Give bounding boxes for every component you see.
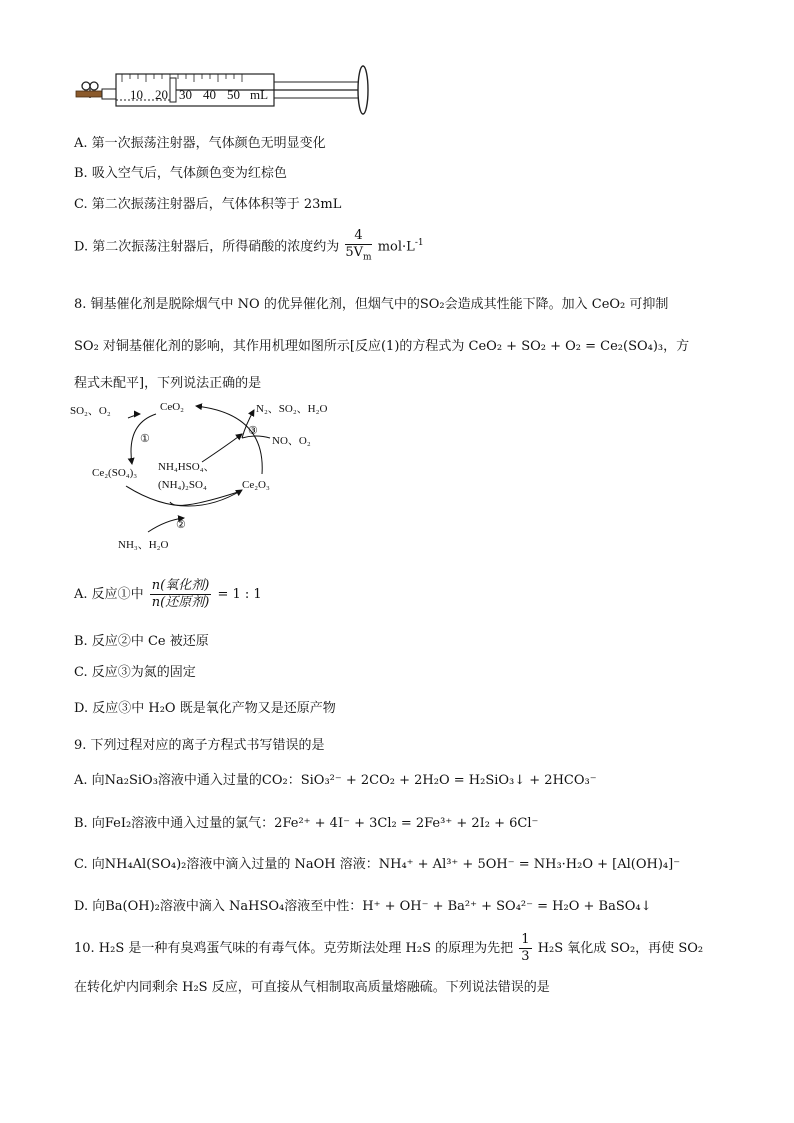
q10-frac-num: 1 [521,932,530,947]
syringe-figure [70,62,380,122]
mech-ce2so43: Ce₂(SO₄)₃ [92,467,138,479]
q7-d-text: D. 第二次振荡注射器后，所得硝酸的浓度约为 [74,239,340,255]
mech-nh4hso4: NH₄HSO₄、 [158,461,215,473]
q10-frac-den: 3 [521,949,530,964]
syringe-tick-10: 10 [130,87,143,102]
syringe-tick-30: 30 [179,87,192,102]
q7-option-d [74,228,424,266]
q7-option-a: A. 第一次振荡注射器，气体颜色无明显变化 [74,136,326,151]
q9-stem: 9. 下列过程对应的离子方程式书写错误的是 [74,738,325,753]
mech-nh42so4: (NH₄)₂SO₄ [158,479,207,491]
q8-a-text: A. 反应①中 [74,587,144,602]
q8-a-num: n(氧化剂) [151,578,210,593]
mech-nh3-h2o: NH₃、H₂O [118,539,169,551]
q9-option-b: B. 向FeI₂溶液中通入过量的氯气：2Fe²⁺ + 4I⁻ + 3Cl₂ = 2Fe³⁺ + 2I₂ + 6Cl⁻ [74,816,539,831]
q10-text-prefix: 10. H₂S 是一种有臭鸡蛋气味的有毒气体。克劳斯法处理 H₂S 的原理为先把 [74,941,514,956]
q8-stem-line3: 程式未配平]，下列说法正确的是 [74,376,262,391]
mechanism-diagram [66,394,366,558]
q8-stem-line2: SO₂ 对铜基催化剂的影响，其作用机理如图所示[反应(1)的方程式为 CeO₂ + SO₂ + O₂ = Ce₂(SO₄)₃，方 [74,339,690,354]
q7-d-unit-sup: -1 [414,237,424,248]
q10-stem-line1 [74,932,703,965]
q8-stem-line1: 8. 铜基催化剂是脱除烟气中 NO 的优异催化剂，但烟气中的SO₂会造成其性能下降。加入 CeO₂ 可抑制 [74,297,669,312]
q8-option-d: D. 反应③中 H₂O 既是氧化产物又是还原产物 [74,701,336,716]
mech-arrow-r1 [128,414,140,418]
syringe-tick-40: 40 [203,87,216,102]
mech-so2-o2-input: SO₂、O₂ [70,405,111,417]
q7-d-num: 4 [345,228,371,245]
q8-option-c: C. 反应③为氮的固定 [74,665,196,680]
syringe-tick-20: 20 [155,87,168,102]
q7-d-fraction [345,228,371,266]
q8-option-b: B. 反应②中 Ce 被还原 [74,634,209,649]
mech-no-o2: NO、O₂ [272,435,311,447]
q7-option-c: C. 第二次振荡注射器后，气体体积等于 23mL [74,197,342,212]
q7-d-den: 5V [345,245,364,260]
q10-fraction [519,932,531,965]
q7-option-b: B. 吸入空气后，气体颜色变为红棕色 [74,166,287,181]
q8-a-ratio: = 1 : 1 [217,587,262,602]
mech-label-r1: ① [140,433,150,445]
q10-stem-line2: 在转化炉内同剩余 H₂S 反应，可直接从气相制取高质量熔融硫。下列说法错误的是 [74,980,550,995]
q8-option-a [74,578,262,611]
q9-option-a: A. 向Na₂SiO₃溶液中通入过量的CO₂：SiO₃²⁻ + 2CO₂ + 2H₂O = H₂SiO₃↓ + 2HCO₃⁻ [74,773,597,788]
mech-label-r3: ③ [248,425,258,437]
q10-text-suffix: H₂S 氧化成 SO₂，再使 SO₂ [537,941,704,956]
q9-option-c: C. 向NH₄Al(SO₄)₂溶液中滴入过量的 NaOH 溶液：NH₄⁺ + Al³⁺ + 5OH⁻ = NH₃·H₂O + [Al(OH)₄]⁻ [74,857,681,872]
q9-option-d: D. 向Ba(OH)₂溶液中滴入 NaHSO₄溶液至中性：H⁺ + OH⁻ + Ba²⁺ + SO₄²⁻ = H₂O + BaSO₄↓ [74,899,652,914]
mech-arrow-nh4 [202,434,242,462]
q7-d-den-sub: m [363,252,372,263]
mech-products: N₂、SO₂、H₂O [256,403,328,415]
mech-ceo2: CeO₂ [160,401,184,413]
q8-a-den: n(还原剂) [151,595,210,610]
q8-a-fraction [150,578,212,611]
syringe-unit: mL [250,87,269,102]
syringe-tick-50: 50 [227,87,240,102]
mech-label-r2: ② [176,519,186,531]
mech-ce2o3: Ce₂O₃ [242,479,270,491]
mech-arrow-byproduct [170,492,238,505]
mech-arrow-no-in [242,436,270,438]
q7-d-unit: mol·L [377,239,415,255]
